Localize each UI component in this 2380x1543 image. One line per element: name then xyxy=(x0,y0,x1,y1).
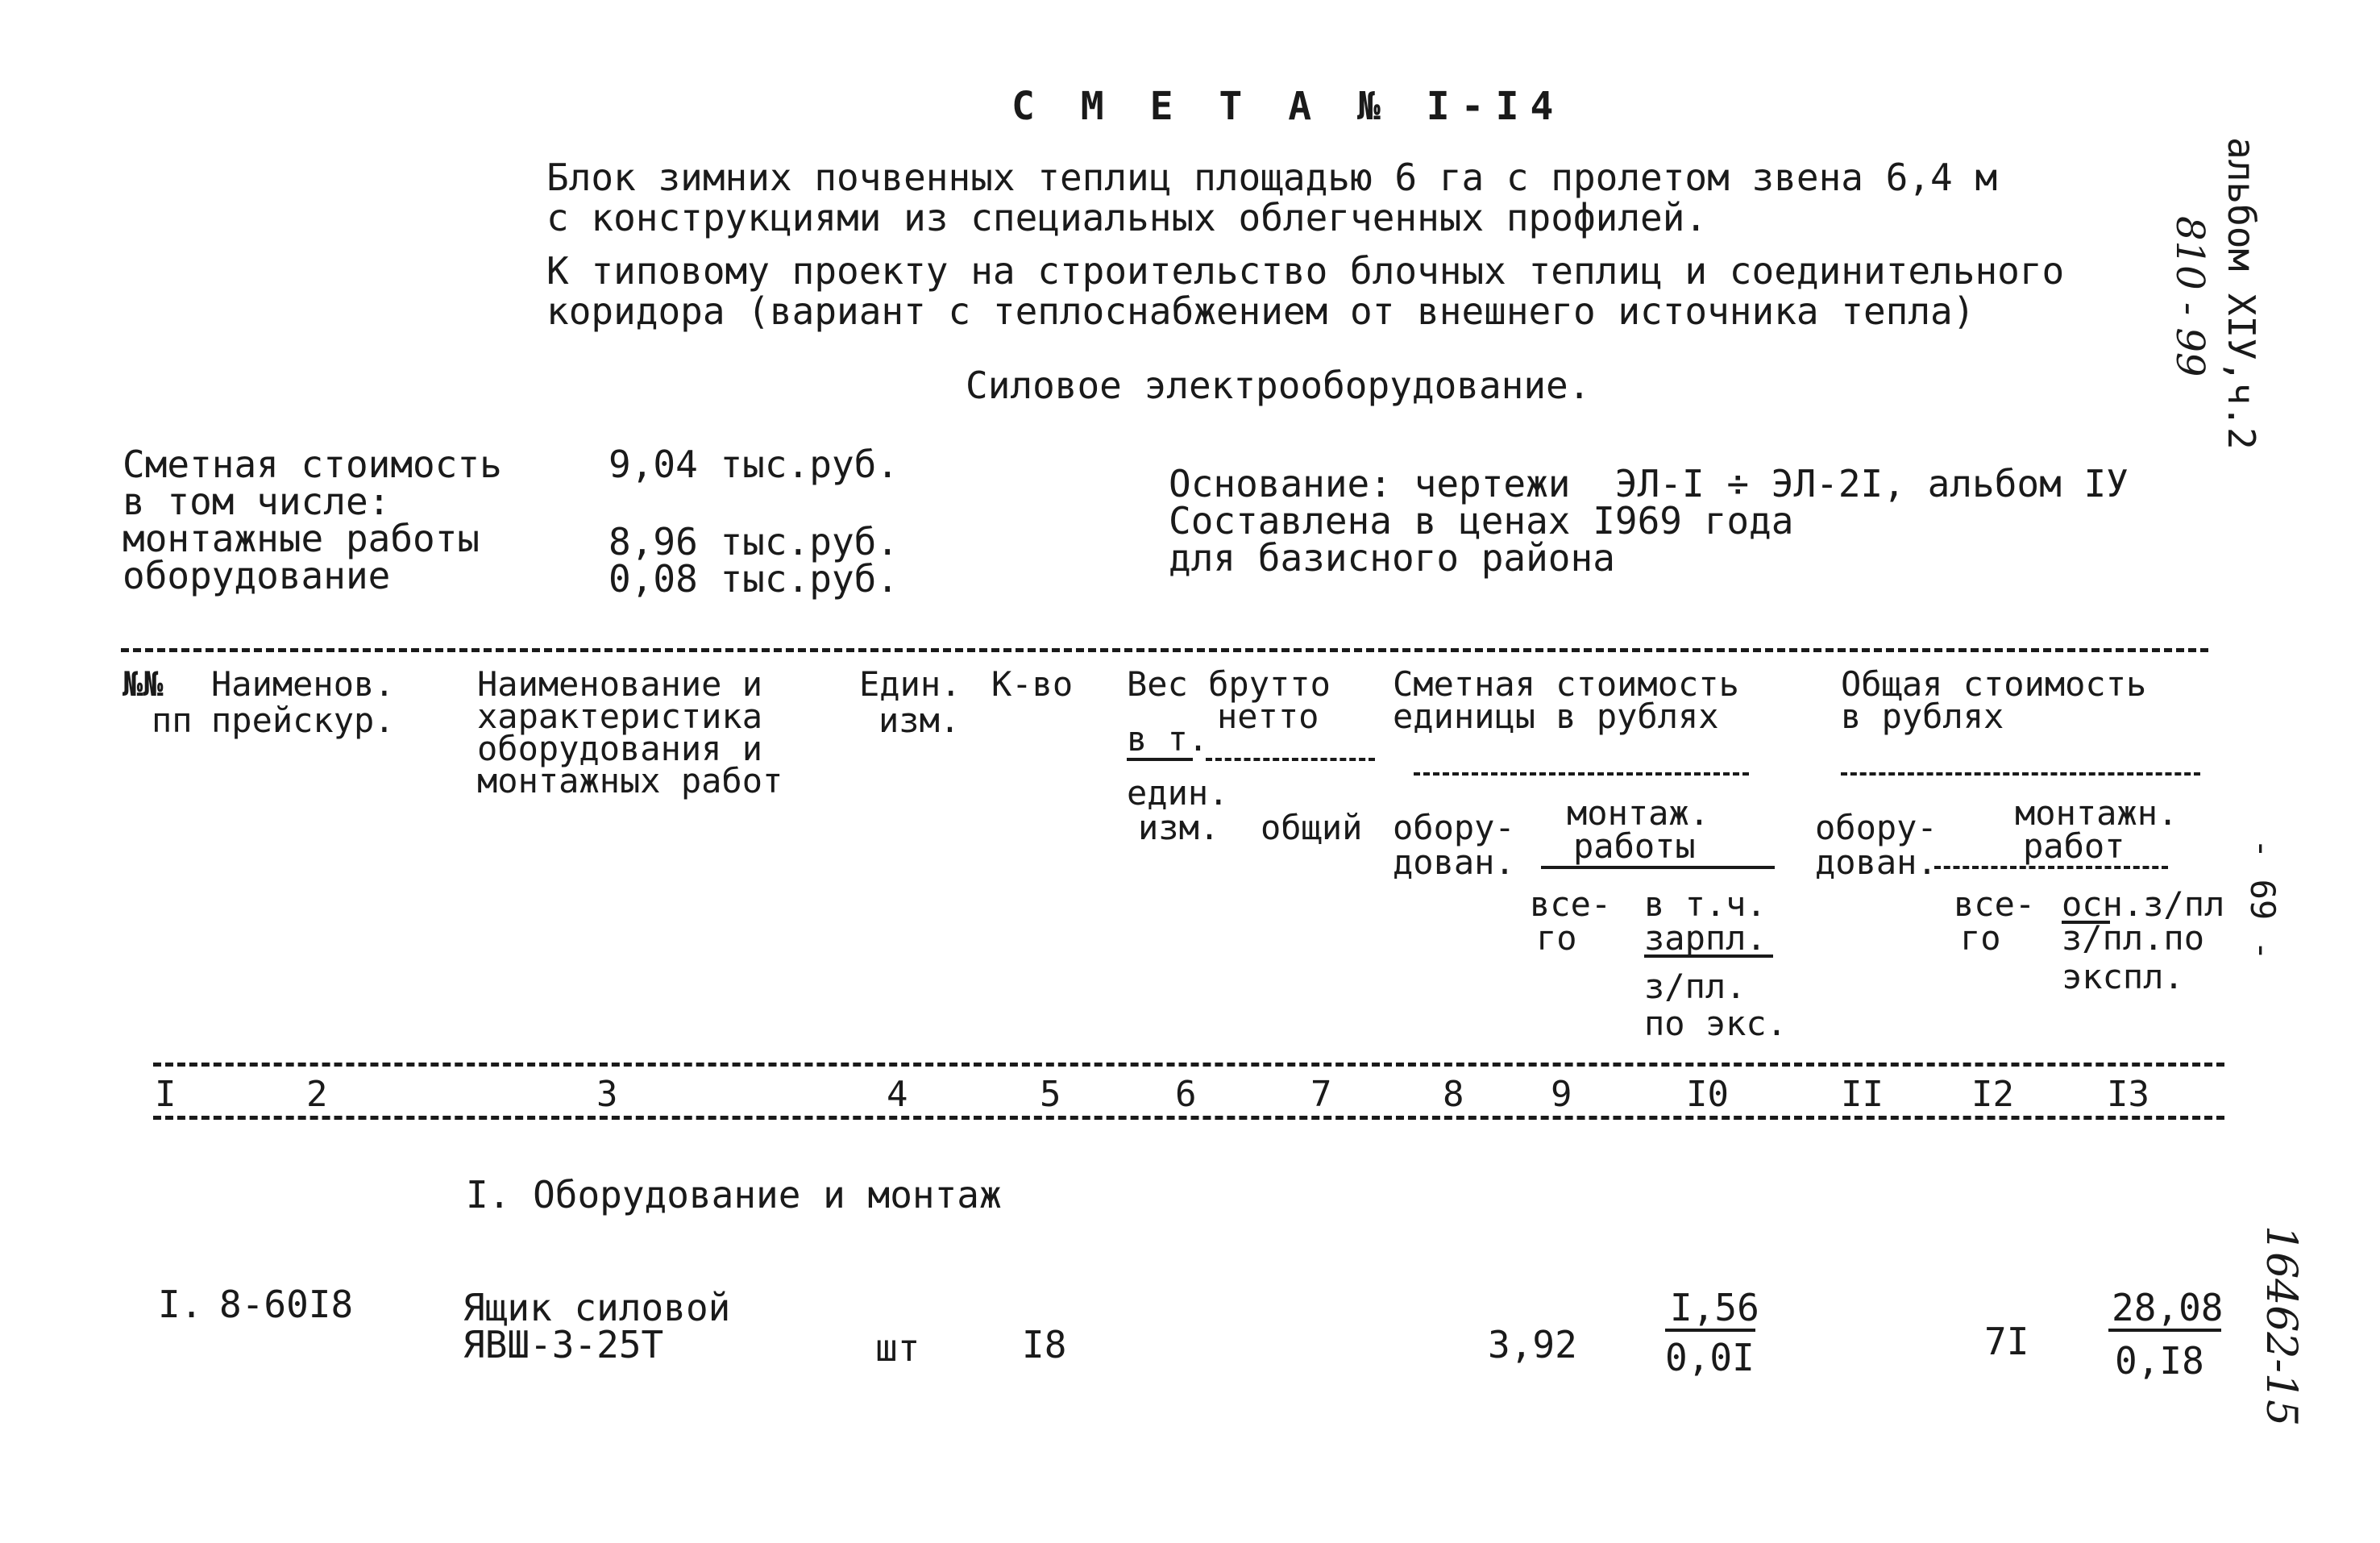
row-qty: I8 xyxy=(1022,1323,1067,1366)
header-unit-equip: обору- xyxy=(1393,808,1515,847)
header-weight-t: в т. xyxy=(1127,719,1209,759)
col-num-12: I2 xyxy=(1971,1074,2014,1115)
header-name-d: монтажных работ xyxy=(477,761,783,801)
header-name: Наименование и xyxy=(477,664,763,704)
header-total-cost-b: в рублях xyxy=(1841,697,2004,736)
header-unit-salary-c: з/пл. xyxy=(1644,967,1747,1006)
basis-line-2: Составлена в ценах I969 года xyxy=(1169,499,1794,543)
basis-line-1: Основание: чертежи ЭЛ-I ÷ ЭЛ-2I, альбом IУ xyxy=(1169,462,2129,505)
row-total-install: 7I xyxy=(1984,1320,2029,1363)
including-label: в том числе: xyxy=(123,480,391,523)
header-total-install: монтажн. xyxy=(2015,793,2179,833)
header-unit-install-b: работы xyxy=(1573,826,1696,866)
cost-value: 9,04 тыс.руб. xyxy=(608,443,899,486)
header-unit-cost-b: единицы в рублях xyxy=(1393,697,1719,736)
col-num-7: 7 xyxy=(1310,1074,1332,1115)
header-total-install-underline xyxy=(1934,866,2168,869)
row-number: I. xyxy=(158,1283,203,1326)
header-weight-rule xyxy=(1206,758,1375,761)
row-total-salary-exp: 0,I8 xyxy=(2115,1339,2204,1383)
header-number: №№ xyxy=(123,664,164,704)
row-unit-install-total: 3,92 xyxy=(1488,1323,1577,1366)
document-code: 810 - 99 xyxy=(2167,216,2212,377)
header-unit-equip-b: дован. xyxy=(1393,842,1515,882)
row-total-salary: 28,08 xyxy=(2112,1286,2224,1329)
col-num-13: I3 xyxy=(2107,1074,2149,1115)
document-title: С М Е Т А № I-I4 xyxy=(1011,84,1565,129)
header-weight: Вес брутто xyxy=(1127,664,1331,704)
row-unit: шт xyxy=(875,1326,920,1370)
description-line-2: с конструкциями из специальных облегченных профилей. xyxy=(546,196,1708,239)
col-num-3: 3 xyxy=(596,1074,618,1115)
header-unit-b: изм. xyxy=(878,701,961,740)
header-unit-all: все- xyxy=(1530,884,1612,924)
header-total-cost: Общая стоимость xyxy=(1841,664,2147,704)
header-qty: К-во xyxy=(991,664,1074,704)
header-unit-salary-d: по экс. xyxy=(1644,1004,1788,1043)
header-weight-net: нетто xyxy=(1217,697,1319,736)
header-total-cost-rule xyxy=(1841,772,2200,776)
header-bottom-rule xyxy=(153,1063,2224,1067)
inventory-number: 16462-15 xyxy=(2257,1225,2305,1427)
header-pricelist-b: прейскур. xyxy=(211,701,395,740)
header-number-b: пп xyxy=(152,701,193,740)
install-label: монтажные работы xyxy=(123,517,480,560)
header-unit-cost: Сметная стоимость xyxy=(1393,664,1739,704)
col-num-9: 9 xyxy=(1551,1074,1572,1115)
description-line-3: К типовому проекту на строительство блочных теплиц и соединительного xyxy=(546,249,2065,293)
col-num-8: 8 xyxy=(1443,1074,1464,1115)
row-unit-salary-exp: 0,0I xyxy=(1665,1336,1755,1379)
section-title: I. Оборудование и монтаж xyxy=(466,1173,1002,1217)
header-name-c: оборудования и xyxy=(477,729,763,768)
page-mark: - 69 - xyxy=(2243,838,2282,961)
header-weight-t-underline xyxy=(1127,758,1193,761)
header-unit-all-b: го xyxy=(1536,918,1577,958)
description-line-1: Блок зимних почвенных теплиц площадью 6 га с пролетом звена 6,4 м xyxy=(546,156,1998,199)
equipment-label: оборудование xyxy=(123,554,391,597)
header-weight-unit-b: изм. xyxy=(1138,808,1220,847)
equipment-value: 0,08 тыс.руб. xyxy=(608,557,899,601)
header-total-all: все- xyxy=(1954,884,2036,924)
cost-label: Сметная стоимость xyxy=(123,443,502,486)
column-numbers-rule xyxy=(153,1116,2224,1120)
header-weight-unit: един. xyxy=(1127,773,1229,813)
header-total-equip: обору- xyxy=(1815,808,1938,847)
header-total-all-b: го xyxy=(1960,918,2001,958)
album-reference: альбом ХIУ,ч.2 xyxy=(2220,137,2263,450)
row-total-fraction-line xyxy=(2108,1329,2221,1332)
document-subtitle: Силовое электрооборудование. xyxy=(966,364,1591,407)
row-name-line-1: Ящик силовой xyxy=(463,1286,731,1329)
col-num-2: 2 xyxy=(306,1074,328,1115)
header-unit-salary-b: зарпл. xyxy=(1644,918,1767,958)
header-unit-install: монтаж. xyxy=(1567,793,1710,833)
header-total-salary: осн.з/пл xyxy=(2062,884,2225,924)
row-name-line-2: ЯВШ-3-25Т xyxy=(463,1323,664,1366)
basis-line-3: для базисного района xyxy=(1169,536,1615,580)
header-total-salary-b: з/пл.по xyxy=(2062,918,2205,958)
header-unit: Един. xyxy=(859,664,962,704)
header-total-install-b: работ xyxy=(2023,826,2125,866)
header-unit-salary: в т.ч. xyxy=(1644,884,1767,924)
install-value: 8,96 тыс.руб. xyxy=(608,520,899,564)
col-num-10: I0 xyxy=(1686,1074,1729,1115)
row-unit-fraction-line xyxy=(1665,1329,1755,1332)
header-total-equip-b: дован. xyxy=(1815,842,1938,882)
table-top-rule xyxy=(121,648,2208,652)
header-pricelist: Наименов. xyxy=(211,664,395,704)
row-unit-salary: I,56 xyxy=(1670,1286,1759,1329)
description-line-4: коридора (вариант с теплоснабжением от внешнего источника тепла) xyxy=(546,289,1975,333)
header-unit-salary-underline xyxy=(1644,954,1773,958)
row-code: 8-60I8 xyxy=(219,1283,354,1326)
header-name-b: характеристика xyxy=(477,697,763,736)
header-unit-cost-rule xyxy=(1414,772,1749,776)
col-num-4: 4 xyxy=(887,1074,908,1115)
col-num-11: II xyxy=(1841,1074,1884,1115)
col-num-6: 6 xyxy=(1175,1074,1197,1115)
header-total-salary-c: экспл. xyxy=(2062,957,2184,996)
header-unit-install-underline xyxy=(1541,866,1775,869)
header-weight-total: общий xyxy=(1261,808,1363,847)
col-num-5: 5 xyxy=(1040,1074,1061,1115)
col-num-1: I xyxy=(155,1074,177,1115)
